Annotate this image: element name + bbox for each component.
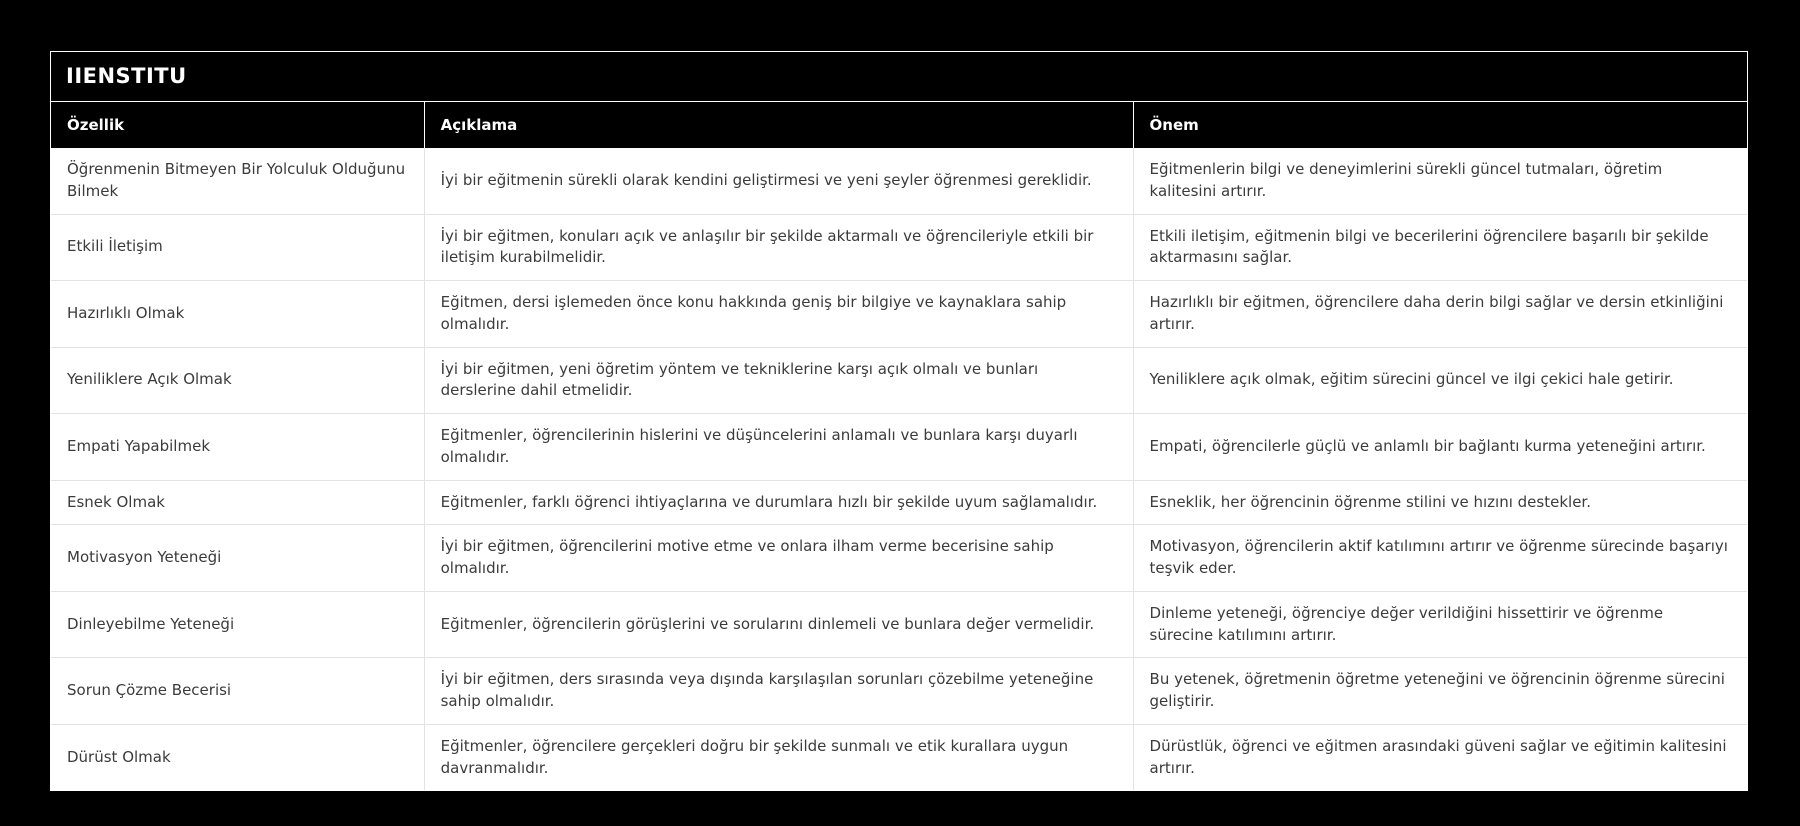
table-row <box>51 525 1747 592</box>
cell-ozellik: Empati Yapabilmek <box>51 414 424 481</box>
cell-onem: Dinleme yeteneği, öğrenciye değer verildiğini hissettirir ve öğrenme sürecine katılımını artırır. <box>1133 591 1747 658</box>
cell-aciklama: Eğitmenler, farklı öğrenci ihtiyaçlarına ve durumlara hızlı bir şekilde uyum sağlamalıdır. <box>424 480 1133 525</box>
table-row <box>51 148 1747 214</box>
cell-onem: Dürüstlük, öğrenci ve eğitmen arasındaki güveni sağlar ve eğitimin kalitesini artırır. <box>1133 724 1747 790</box>
cell-aciklama: İyi bir eğitmen, ders sırasında veya dışında karşılaşılan sorunları çözebilme yeteneğine sahip olmalıdır. <box>424 658 1133 725</box>
cell-onem: Eğitmenlerin bilgi ve deneyimlerini sürekli güncel tutmaları, öğretim kalitesini artırır. <box>1133 148 1747 214</box>
table-row <box>51 480 1747 525</box>
table-row <box>51 214 1747 281</box>
cell-ozellik: Yeniliklere Açık Olmak <box>51 347 424 414</box>
table-row <box>51 591 1747 658</box>
table-row <box>51 414 1747 481</box>
cell-ozellik: Hazırlıklı Olmak <box>51 281 424 348</box>
cell-ozellik: Motivasyon Yeteneği <box>51 525 424 592</box>
table-row <box>51 347 1747 414</box>
cell-ozellik: Dinleyebilme Yeteneği <box>51 591 424 658</box>
column-header-onem: Önem <box>1133 102 1747 148</box>
cell-ozellik: Esnek Olmak <box>51 480 424 525</box>
cell-aciklama: İyi bir eğitmenin sürekli olarak kendini geliştirmesi ve yeni şeyler öğrenmesi gereklidir. <box>424 148 1133 214</box>
cell-onem: Empati, öğrencilerle güçlü ve anlamlı bir bağlantı kurma yeteneğini artırır. <box>1133 414 1747 481</box>
cell-ozellik: Sorun Çözme Becerisi <box>51 658 424 725</box>
page-title: IIENSTITU <box>51 52 1747 102</box>
cell-aciklama: İyi bir eğitmen, öğrencilerini motive etme ve onlara ilham verme becerisine sahip olmalıdır. <box>424 525 1133 592</box>
cell-aciklama: Eğitmenler, öğrencilerin görüşlerini ve sorularını dinlemeli ve bunlara değer vermelidir. <box>424 591 1133 658</box>
cell-ozellik: Dürüst Olmak <box>51 724 424 790</box>
cell-ozellik: Öğrenmenin Bitmeyen Bir Yolculuk Olduğunu Bilmek <box>51 148 424 214</box>
cell-aciklama: İyi bir eğitmen, yeni öğretim yöntem ve tekniklerine karşı açık olmalı ve bunları derslerine dahil etmelidir. <box>424 347 1133 414</box>
cell-onem: Motivasyon, öğrencilerin aktif katılımını artırır ve öğrenme sürecinde başarıyı teşvik eder. <box>1133 525 1747 592</box>
cell-onem: Bu yetenek, öğretmenin öğretme yeteneğini ve öğrencinin öğrenme sürecini geliştirir. <box>1133 658 1747 725</box>
table-row <box>51 281 1747 348</box>
cell-onem: Yeniliklere açık olmak, eğitim sürecini güncel ve ilgi çekici hale getirir. <box>1133 347 1747 414</box>
column-header-aciklama: Açıklama <box>424 102 1133 148</box>
table-row <box>51 658 1747 725</box>
column-header-ozellik: Özellik <box>51 102 424 148</box>
features-table <box>51 102 1747 790</box>
table-header-row <box>51 102 1747 148</box>
cell-onem: Esneklik, her öğrencinin öğrenme stilini ve hızını destekler. <box>1133 480 1747 525</box>
cell-onem: Etkili iletişim, eğitmenin bilgi ve becerilerini öğrencilere başarılı bir şekilde aktarmasını sağlar. <box>1133 214 1747 281</box>
cell-aciklama: Eğitmen, dersi işlemeden önce konu hakkında geniş bir bilgiye ve kaynaklara sahip olmalıdır. <box>424 281 1133 348</box>
table-row <box>51 724 1747 790</box>
content-card <box>50 51 1748 791</box>
cell-aciklama: Eğitmenler, öğrencilerinin hislerini ve düşüncelerini anlamalı ve bunlara karşı duyarlı olmalıdır. <box>424 414 1133 481</box>
cell-aciklama: Eğitmenler, öğrencilere gerçekleri doğru bir şekilde sunmalı ve etik kurallara uygun davranmalıdır. <box>424 724 1133 790</box>
cell-aciklama: İyi bir eğitmen, konuları açık ve anlaşılır bir şekilde aktarmalı ve öğrencileriyle etkili bir iletişim kurabilmelidir. <box>424 214 1133 281</box>
cell-onem: Hazırlıklı bir eğitmen, öğrencilere daha derin bilgi sağlar ve dersin etkinliğini artırır. <box>1133 281 1747 348</box>
cell-ozellik: Etkili İletişim <box>51 214 424 281</box>
